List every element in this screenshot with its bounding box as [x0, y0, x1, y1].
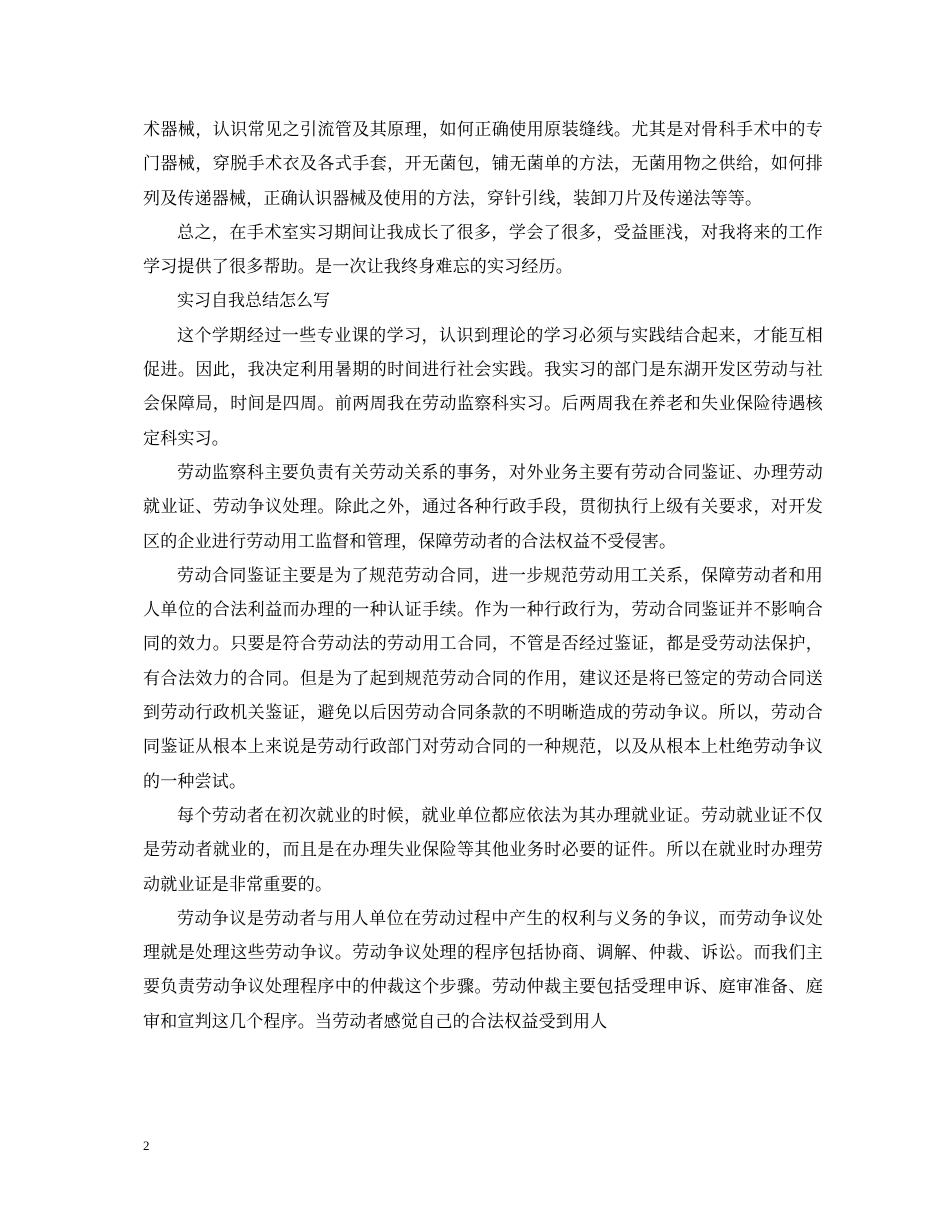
document-body: [143, 113, 823, 1039]
paragraph-internship-summary: 总之，在手术室实习期间让我成长了很多，学会了很多，受益匪浅，对我将来的工作学习提供了很多帮助。是一次让我终身难忘的实习经历。: [143, 222, 823, 278]
section-heading: 实习自我总结怎么写: [177, 291, 330, 312]
paragraph-labor-supervision: 劳动监察科主要负责有关劳动关系的事务，对外业务主要有劳动合同鉴证、办理劳动就业证、劳动争议处理。除此之外，通过各种行政手段，贯彻执行上级有关要求，对开发区的企业进行劳动用工监督和管理，保障劳动者的合法权益不受侵害。: [143, 462, 823, 552]
paragraph-labor-dispute: 劳动争议是劳动者与用人单位在劳动过程中产生的权利与义务的争议，而劳动争议处理就是处理这些劳动争议。劳动争议处理的程序包括协商、调解、仲裁、诉讼。而我们主要负责劳动争议处理程序中的仲裁这个步骤。劳动仲裁主要包括受理申诉、庭审准备、庭审和宣判这几个程序。当劳动者感觉自己的合法权益受到用人: [143, 908, 823, 1032]
paragraph-employment-certificate: 每个劳动者在初次就业的时候，就业单位都应依法为其办理就业证。劳动就业证不仅是劳动者就业的，而且是在办理失业保险等其他业务时必要的证件。所以在就业时办理劳动就业证是非常重要的。: [143, 805, 823, 895]
paragraph-semester-practice: 这个学期经过一些专业课的学习，认识到理论的学习必须与实践结合起来，才能互相促进。因此，我决定利用暑期的时间进行社会实践。我实习的部门是东湖开发区劳动与社会保障局，时间是四周。前两周我在劳动监察科实习。后两周我在养老和失业保险待遇核定科实习。: [143, 325, 823, 449]
paragraph-contract-verification: 劳动合同鉴证主要是为了规范劳动合同，进一步规范劳动用工关系，保障劳动者和用人单位的合法利益而办理的一种认证手续。作为一种行政行为，劳动合同鉴证并不影响合同的效力。只要是符合劳动法的劳动用工合同，不管是否经过鉴证，都是受劳动法保护，有合法效力的合同。但是为了起到规范劳动合同的作用，建议还是将已签定的劳动合同送到劳动行政机关鉴证，避免以后因劳动合同条款的不明晰造成的劳动争议。所以，劳动合同鉴证从根本上来说是劳动行政部门对劳动合同的一种规范，以及从根本上杜绝劳动争议的一种尝试。: [143, 565, 823, 792]
paragraph-surgical-instruments: 术器械，认识常见之引流管及其原理，如何正确使用原装缝线。尤其是对骨科手术中的专门器械，穿脱手术衣及各式手套，开无菌包，铺无菌单的方法，无菌用物之供给，如何排列及传递器械，正确认识器械及使用的方法，穿针引线，装卸刀片及传递法等等。: [143, 120, 823, 209]
page-number: 2: [143, 1138, 150, 1153]
